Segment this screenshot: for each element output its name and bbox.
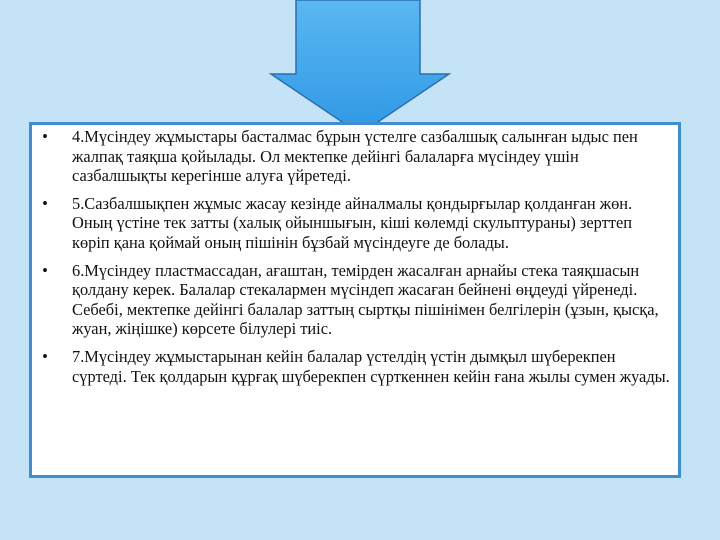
bullet-item <box>38 261 672 339</box>
bullet-marker: • <box>42 193 48 213</box>
content-box <box>29 122 681 478</box>
bullet-marker: • <box>42 346 48 366</box>
bullet-text: 6.Мүсіндеу пластмассадан, ағаштан, темірден жасалған арнайы стека таяқшасын қолдану керек. Балалар стекалармен мүсіндеп жасаған бейнені өңдеуді үйренеді. Себебі, мектепке дейінгі балалар заттың сыртқы пішінімен белгілерін (ұзын, қысқа, жуан, жіңішке) көрсете білулері тиіс. <box>72 260 659 339</box>
bullet-text: 4.Мүсіндеу жұмыстары басталмас бұрын үстелге сазбалшық салынған ыдыс пен жалпақ таяқша қойылады. Ол мектепке дейінгі балаларға мүсіндеу үшін сазбалшықты керегінше алуға үйретеді. <box>72 127 638 186</box>
bullet-text: 5.Сазбалшықпен жұмыс жасау кезінде айналмалы қондырғылар қолданған жөн. Оның үстіне тек затты (халық ойыншығын, кіші көлемді скульптураны) зерттеп көріп қана қоймай оның пішінін бұзбай мүсіндеуге де болады. <box>72 193 633 252</box>
bullet-item <box>38 127 672 186</box>
arrow-shape <box>271 0 449 134</box>
bullet-text: 7.Мүсіндеу жұмыстарынан кейін балалар үстелдің үстін дымқыл шүберекпен сүртеді. Тек қолдарын құрғақ шүберекпен сүрткеннен кейін ғана жылы сумен жуады. <box>72 346 670 386</box>
bullet-marker: • <box>42 260 48 280</box>
bullet-marker: • <box>42 127 48 146</box>
down-arrow-icon <box>0 0 720 140</box>
bullet-list <box>38 127 672 386</box>
bullet-item <box>38 194 672 253</box>
bullet-item <box>38 347 672 386</box>
